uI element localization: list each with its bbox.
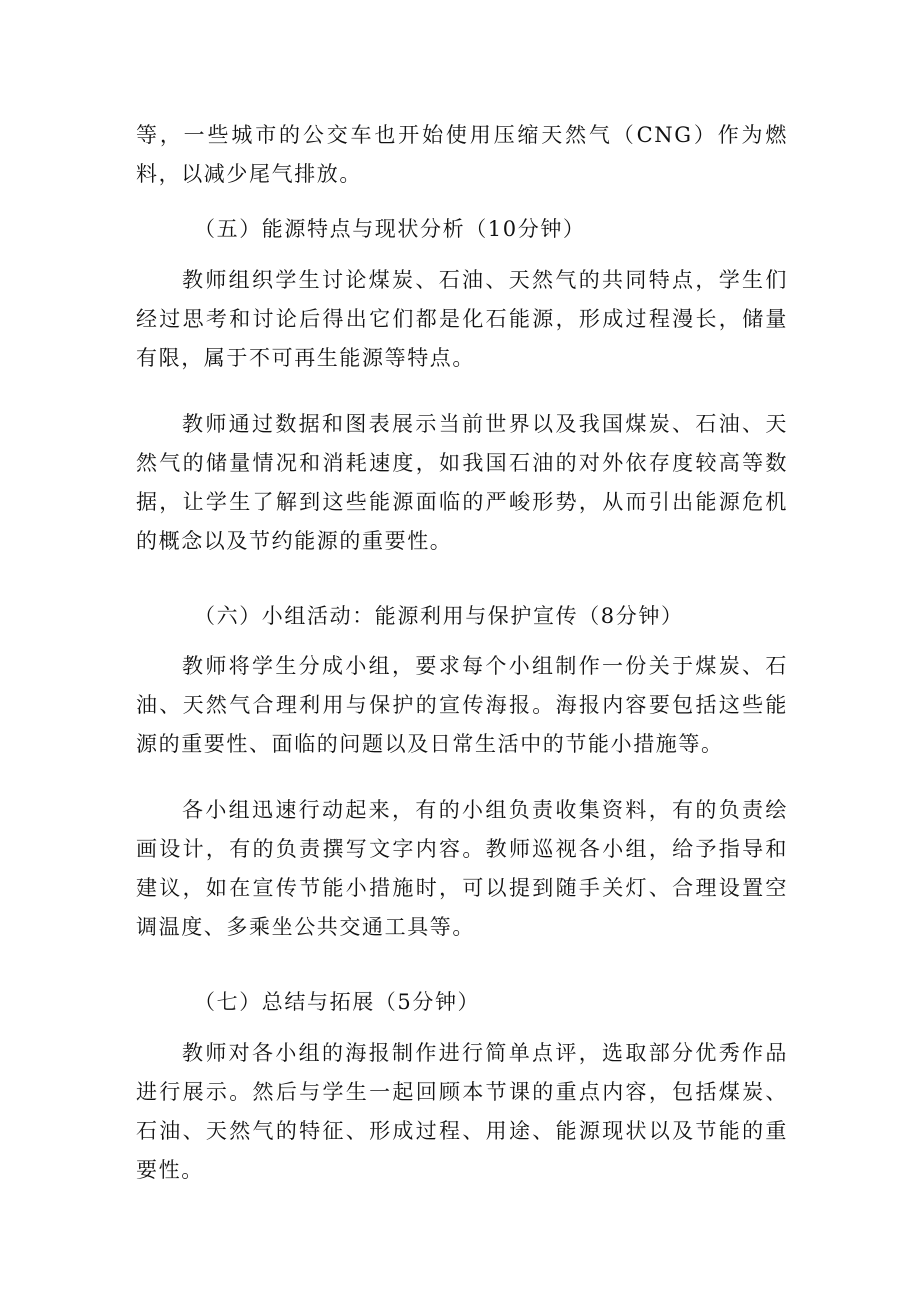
paragraph-group-actions: 各小组迅速行动起来，有的小组负责收集资料，有的负责绘画设计，有的负责撰写文字内容。教师巡视各小组，给予指导和建议，如在宣传节能小措施时，可以提到随手关灯、合理设置空调温度、多乘坐公共交通工具等。 (136, 798, 788, 939)
paragraph-group-poster: 教师将学生分成小组，要求每个小组制作一份关于煤炭、石油、天然气合理利用与保护的宣传海报。海报内容要包括这些能源的重要性、面临的问题以及日常生活中的节能小措施等。 (136, 654, 788, 756)
section-heading-6: （六）小组活动：能源利用与保护宣传（8分钟） (194, 604, 684, 628)
paragraph-cng: 等，一些城市的公交车也开始使用压缩天然气（CNG）作为燃料，以减少尾气排放。 (136, 123, 788, 186)
paragraph-energy-status: 教师通过数据和图表展示当前世界以及我国煤炭、石油、天然气的储量情况和消耗速度，如我国石油的对外依存度较高等数据，让学生了解到这些能源面临的严峻形势，从而引出能源危机的概念以及节约能源的重要性。 (136, 412, 788, 553)
paragraph-energy-features: 教师组织学生讨论煤炭、石油、天然气的共同特点，学生们经过思考和讨论后得出它们都是化石能源，形成过程漫长，储量有限，属于不可再生能源等特点。 (136, 268, 788, 370)
section-heading-7: （七）总结与拓展（5分钟） (194, 990, 481, 1014)
section-heading-5: （五）能源特点与现状分析（10分钟） (194, 217, 586, 241)
paragraph-summary: 教师对各小组的海报制作进行简单点评，选取部分优秀作品进行展示。然后与学生一起回顾本节课的重点内容，包括煤炭、石油、天然气的特征、形成过程、用途、能源现状以及节能的重要性。 (136, 1041, 788, 1182)
